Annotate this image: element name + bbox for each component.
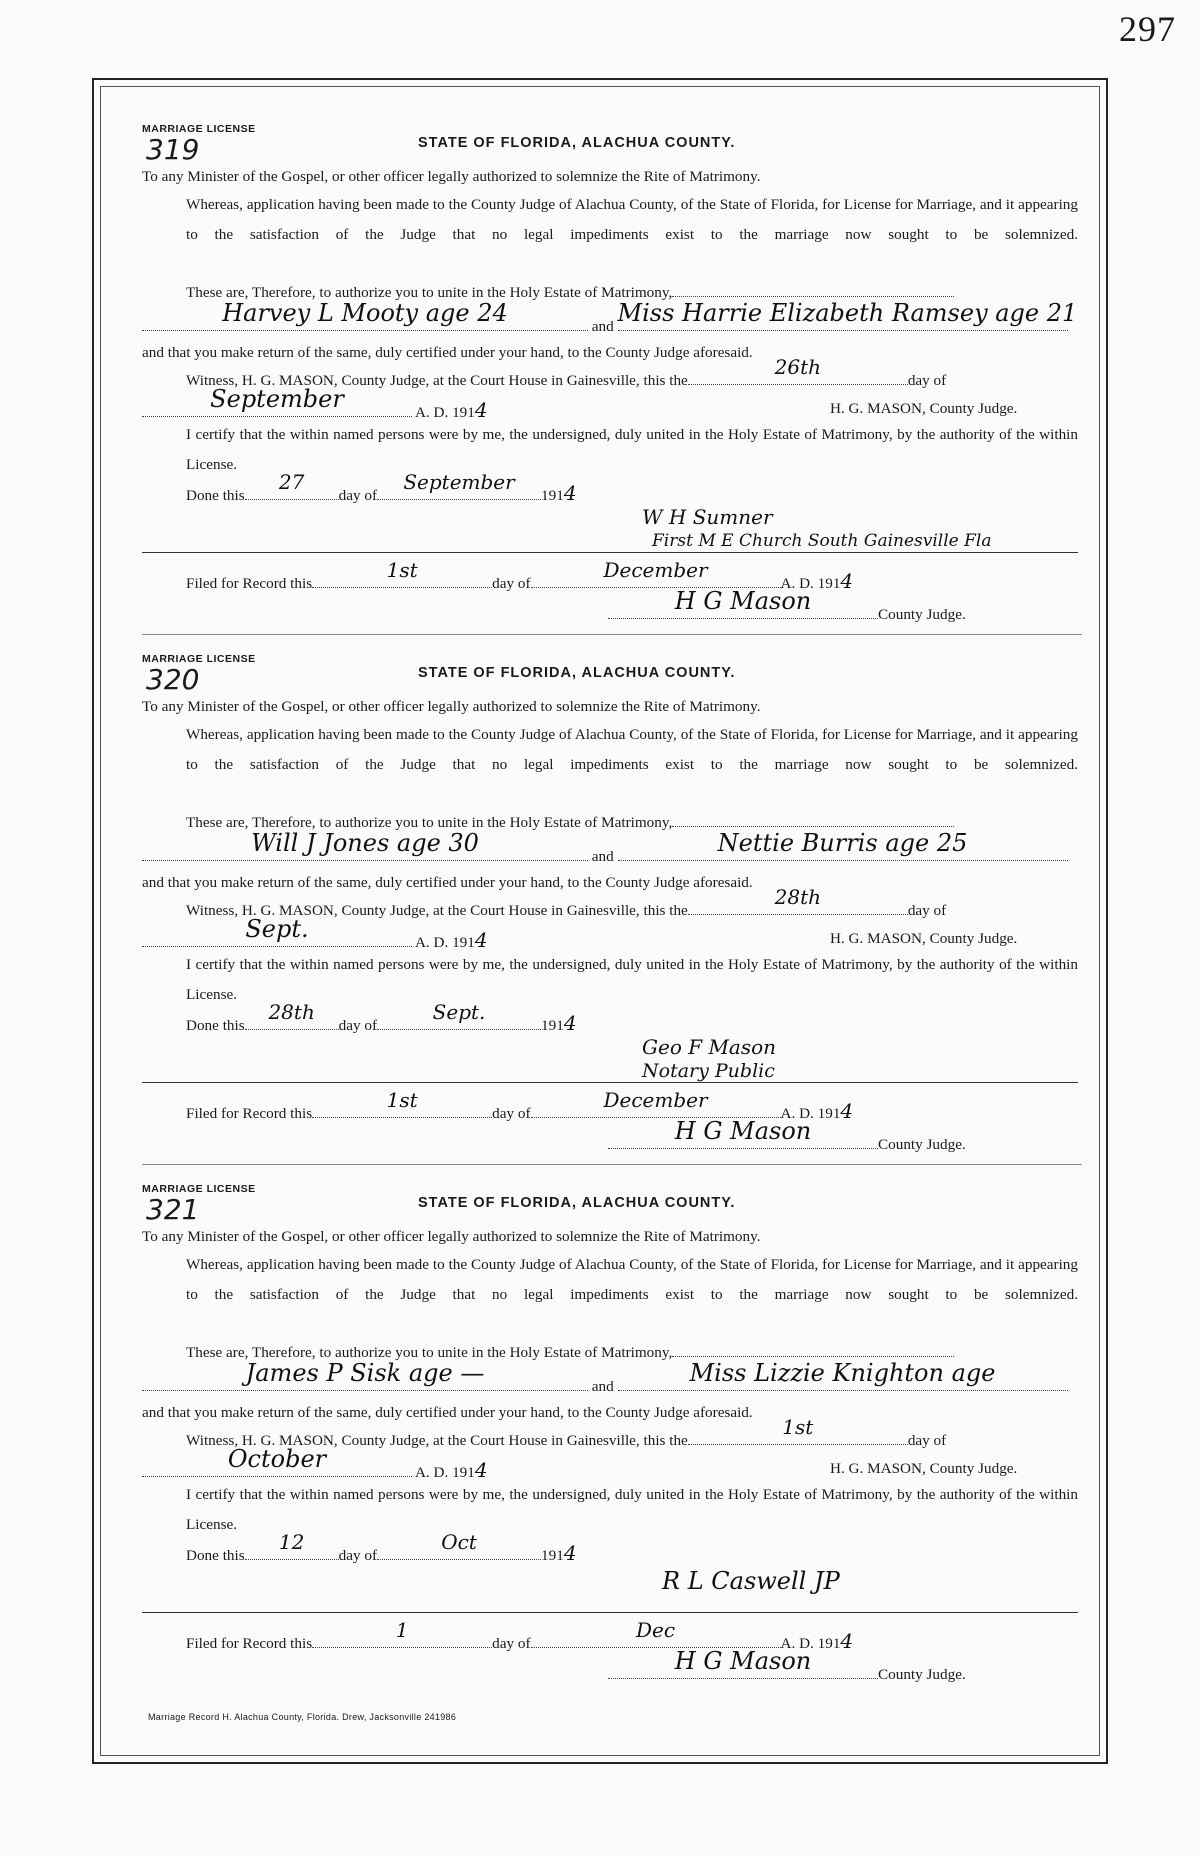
license-number: 319 [146,133,200,166]
filed-rule [142,1612,1078,1613]
whereas-paragraph: Whereas, application having been made to the County Judge of Alachua County, of the State of Florida, for License for Marriage, and it appearing to the satisfaction of the Judge that no legal impediments exist to the marriage now sought to be solemnized. [186,1256,1078,1303]
officiant-signature: W H Sumner [642,505,773,529]
done-year-digit: 4 [563,1011,577,1035]
state-title: STATE OF FLORIDA, ALACHUA COUNTY. [418,1195,736,1211]
done-day: 12 [278,1530,305,1554]
filed-signature-line [608,1117,966,1158]
done-year-digit: 4 [563,1541,577,1565]
filed-day: 1st [386,1088,418,1112]
done-year: 191 [541,487,564,504]
section-divider [142,634,1082,635]
license-320 [142,652,1078,1158]
witness-month: Sept. [245,915,309,943]
witness-day-field [688,355,908,385]
witness-day-field [688,1415,908,1445]
license-321 [142,1182,1078,1688]
filed-signature-field [608,1117,878,1149]
certify-paragraph: I certify that the within named persons were by me, the undersigned, duly united in the Holy Estate of Matrimony, by the authority of the within License. [186,956,1078,1003]
ad-prefix: A. D. 191 [414,934,475,951]
filed-text: Filed for Record this [186,1635,313,1652]
bride-name: Nettie Burris age 25 [717,829,968,857]
filed-day-of: day of [492,575,531,592]
county-judge-label: County Judge. [878,606,966,623]
license-number: 320 [146,663,200,696]
license-number: 321 [146,1193,200,1226]
done-line [142,470,1078,512]
witness-day: 28th [774,885,821,909]
done-year-digit: 4 [563,481,577,505]
authorize-dots [672,278,954,297]
done-month: Sept. [432,1000,486,1024]
filed-signature-field [608,1647,878,1679]
groom-field [142,1359,588,1391]
done-day-of: day of [338,1017,378,1034]
filed-year: 4 [840,569,854,593]
done-day: 28th [268,1000,315,1024]
filed-day-of: day of [492,1105,531,1122]
done-this: Done this [186,1547,245,1564]
filed-text: Filed for Record this [186,575,313,592]
filed-year: 4 [840,1099,854,1123]
filed-signature: H G Mason [674,1647,812,1675]
filed-signature-field [608,587,878,619]
judge-name: H. G. MASON, County Judge. [830,930,1018,947]
county-judge-label: County Judge. [878,1666,966,1683]
groom-name: Harvey L Mooty age 24 [222,299,508,327]
filed-text: Filed for Record this [186,1105,313,1122]
done-day-field [245,1530,339,1560]
done-day-field [245,470,339,500]
ad-prefix: A. D. 191 [414,404,475,421]
witness-text: Witness, H. G. MASON, County Judge, at the Court House in Gainesville, this the [186,902,688,919]
witness-month: September [210,385,344,413]
filed-day-field [312,558,492,588]
authorize-text: These are, Therefore, to authorize you to unite in the Holy Estate of Matrimony, [186,814,673,831]
authorize-dots [672,808,954,827]
address-line: To any Minister of the Gospel, or other officer legally authorized to solemnize the Rite of Matrimony. [142,698,761,715]
officiant-title: First M E Church South Gainesville Fla [652,531,992,551]
ad-year: 4 [474,398,488,422]
filed-signature: H G Mason [674,587,812,615]
witness-text: Witness, H. G. MASON, County Judge, at the Court House in Gainesville, this the [186,372,688,389]
day-of: day of [907,1432,947,1449]
filed-ad: A. D. 191 [780,575,841,592]
ad-year: 4 [474,928,488,952]
done-month-field [377,1530,541,1560]
judge-name: H. G. MASON, County Judge. [830,1460,1018,1477]
filed-day: 1 [395,1618,409,1642]
done-line [142,1530,1078,1572]
filed-ad: A. D. 191 [780,1635,841,1652]
day-of: day of [907,902,947,919]
page-number: 297 [1119,9,1176,49]
filed-year: 4 [840,1629,854,1653]
footer-imprint: Marriage Record H. Alachua County, Florida. Drew, Jacksonville 241986 [148,1712,457,1722]
filed-signature: H G Mason [674,1117,812,1145]
and-word: and [591,848,614,865]
done-line [142,1000,1078,1042]
done-day-field [245,1000,339,1030]
county-judge-label: County Judge. [878,1136,966,1153]
authorize-dots [672,1338,954,1357]
return-clause: and that you make return of the same, duly certified under your hand, to the County Judge aforesaid. [142,1404,753,1421]
officiant-signature: Geo F Mason [642,1035,777,1059]
bride-name: Miss Lizzie Knighton age [689,1359,996,1387]
authorize-text: These are, Therefore, to authorize you to unite in the Holy Estate of Matrimony, [186,284,673,301]
filed-day: 1st [386,558,418,582]
done-month-field [377,470,541,500]
done-month: Oct [441,1530,477,1554]
whereas-paragraph: Whereas, application having been made to the County Judge of Alachua County, of the State of Florida, for License for Marriage, and it appearing to the satisfaction of the Judge that no legal impediments exist to the marriage now sought to be solemnized. [186,196,1078,243]
bride-field [618,1359,1068,1391]
license-label: MARRIAGE LICENSE [142,653,256,665]
filed-rule [142,1082,1078,1083]
ad-prefix: A. D. 191 [414,1464,475,1481]
done-year: 191 [541,1547,564,1564]
done-month: September [403,470,515,494]
witness-month-field [142,1445,412,1477]
section-divider [142,1164,1082,1165]
filed-signature-line [608,587,966,628]
state-title: STATE OF FLORIDA, ALACHUA COUNTY. [418,665,736,681]
witness-month-field [142,915,412,947]
judge-name: H. G. MASON, County Judge. [830,400,1018,417]
filed-signature-line [608,1647,966,1688]
whereas-paragraph: Whereas, application having been made to the County Judge of Alachua County, of the State of Florida, for License for Marriage, and it appearing to the satisfaction of the Judge that no legal impediments exist to the marriage now sought to be solemnized. [186,726,1078,773]
filed-month: Dec [635,1618,676,1642]
bride-field [618,829,1068,861]
return-clause: and that you make return of the same, duly certified under your hand, to the County Judge aforesaid. [142,874,753,891]
done-month-field [377,1000,541,1030]
couple-line [142,299,1078,338]
day-of: day of [907,372,947,389]
filed-month: December [603,1088,708,1112]
done-day-of: day of [338,487,378,504]
done-this: Done this [186,487,245,504]
filed-day-of: day of [492,1635,531,1652]
certify-paragraph: I certify that the within named persons were by me, the undersigned, duly united in the Holy Estate of Matrimony, by the authority of the within License. [186,426,1078,473]
done-year: 191 [541,1017,564,1034]
done-day-of: day of [338,1547,378,1564]
couple-line [142,1359,1078,1398]
address-line: To any Minister of the Gospel, or other officer legally authorized to solemnize the Rite of Matrimony. [142,1228,761,1245]
bride-field [617,299,1078,331]
witness-day: 1st [782,1415,814,1439]
filed-ad: A. D. 191 [780,1105,841,1122]
officiant-signature: R L Caswell JP [662,1567,840,1595]
groom-name: James P Sisk age — [245,1359,485,1387]
groom-field [142,829,588,861]
state-title: STATE OF FLORIDA, ALACHUA COUNTY. [418,135,736,151]
groom-name: Will J Jones age 30 [251,829,479,857]
witness-day: 26th [774,355,821,379]
filed-rule [142,552,1078,553]
groom-field [142,299,588,331]
filed-month: December [603,558,708,582]
done-day: 27 [278,470,305,494]
witness-month-field [142,385,412,417]
couple-line [142,829,1078,868]
filed-day-field [312,1618,492,1648]
certify-paragraph: I certify that the within named persons were by me, the undersigned, duly united in the Holy Estate of Matrimony, by the authority of the within License. [186,1486,1078,1533]
witness-text: Witness, H. G. MASON, County Judge, at the Court House in Gainesville, this the [186,1432,688,1449]
authorize-text: These are, Therefore, to authorize you to unite in the Holy Estate of Matrimony, [186,1344,673,1361]
license-label: MARRIAGE LICENSE [142,123,256,135]
and-word: and [591,1378,614,1395]
return-clause: and that you make return of the same, duly certified under your hand, to the County Judge aforesaid. [142,344,753,361]
officiant-title: Notary Public [642,1060,775,1082]
license-label: MARRIAGE LICENSE [142,1183,256,1195]
bride-name: Miss Harrie Elizabeth Ramsey age 21 [617,299,1078,327]
and-word: and [591,318,614,335]
witness-day-field [688,885,908,915]
filed-day-field [312,1088,492,1118]
ad-year: 4 [474,1458,488,1482]
address-line: To any Minister of the Gospel, or other officer legally authorized to solemnize the Rite of Matrimony. [142,168,761,185]
license-319 [142,122,1078,628]
done-this: Done this [186,1017,245,1034]
witness-month: October [227,1445,327,1473]
